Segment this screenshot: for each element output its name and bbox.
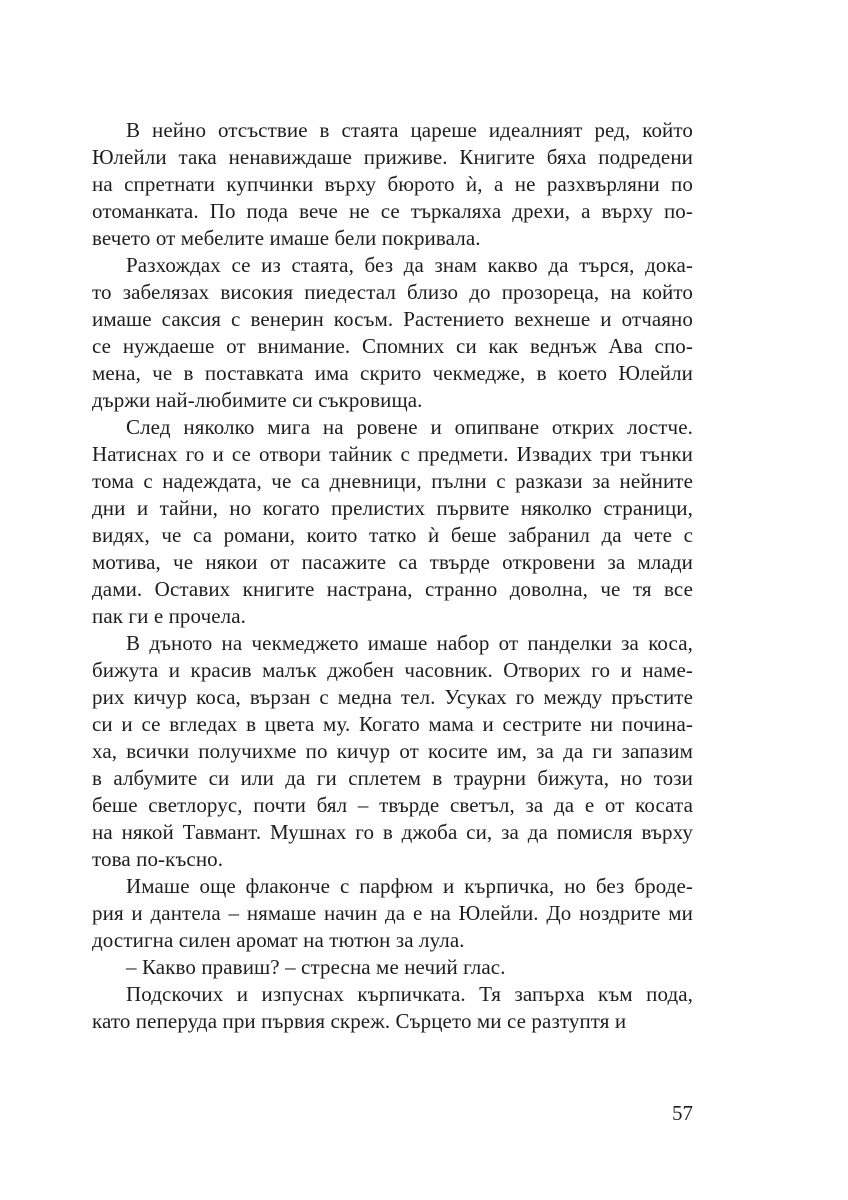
text-line: на спретнати купчинки върху бюрото ѝ, а не разхвърляни по bbox=[92, 172, 693, 196]
text-line: ха, всички получихме по кичур от косите им, за да ги запазим bbox=[92, 739, 693, 763]
text-line: Натиснах го и се отвори тайник с предмети. Извадих три тънки bbox=[92, 442, 693, 466]
paragraph bbox=[92, 954, 693, 981]
text-line: като пеперуда при първия скреж. Сърцето ми се разтуптя и bbox=[92, 1009, 627, 1033]
text-line: След няколко мига на ровене и опипване открих лостче. bbox=[126, 415, 693, 439]
text-line: достигна силен аромат на тютюн за лула. bbox=[92, 928, 465, 952]
paragraph bbox=[92, 873, 693, 954]
text-line: отоманката. По пода вече не се търкаляха дрехи, а върху по- bbox=[92, 199, 693, 223]
paragraph bbox=[92, 414, 693, 630]
text-line: държи най-любимите си съкровища. bbox=[92, 388, 423, 412]
text-line: това по-късно. bbox=[92, 847, 224, 871]
text-line: бижута и красив малък джобен часовник. Отворих го и наме- bbox=[92, 658, 693, 682]
text-line: тома с надеждата, че са дневници, пълни с разкази за нейните bbox=[92, 469, 693, 493]
text-line: рия и дантела – нямаше начин да е на Юлейли. До ноздрите ми bbox=[92, 901, 693, 925]
paragraph bbox=[92, 981, 693, 1035]
paragraph bbox=[92, 630, 693, 873]
paragraph bbox=[92, 117, 693, 252]
text-line: дами. Оставих книгите настрана, странно доволна, че тя все bbox=[92, 577, 693, 601]
text-line: – Какво правиш? – стресна ме нечий глас. bbox=[126, 955, 506, 979]
text-line: то забелязах високия пиедестал близо до прозореца, на който bbox=[92, 280, 693, 304]
text-line: рих кичур коса, вързан с медна тел. Усуках го между пръстите bbox=[92, 685, 693, 709]
text-block bbox=[92, 117, 693, 1035]
text-line: се нуждаеше от внимание. Спомних си как веднъж Ава спо- bbox=[92, 334, 693, 358]
text-line: Разхождах се из стаята, без да знам какво да търся, дока- bbox=[126, 253, 693, 277]
text-line: мотива, че някои от пасажите са твърде откровени за млади bbox=[92, 550, 693, 574]
text-line: беше светлорус, почти бял – твърде светъл, за да е от косата bbox=[92, 793, 693, 817]
text-line: на някой Тавмант. Мушнах го в джоба си, за да помисля върху bbox=[92, 820, 693, 844]
paragraph bbox=[92, 252, 693, 414]
text-line: дни и тайни, но когато прелистих първите няколко страници, bbox=[92, 496, 693, 520]
text-line: пак ги е прочела. bbox=[92, 604, 247, 628]
text-line: В дъното на чекмеджето имаше набор от панделки за коса, bbox=[126, 631, 693, 655]
text-line: видях, че са романи, които татко ѝ беше забранил да чете с bbox=[92, 523, 693, 547]
text-line: Подскочих и изпуснах кърпичката. Тя запърха към пода, bbox=[126, 982, 693, 1006]
text-line: имаше саксия с венерин косъм. Растението вехнеше и отчаяно bbox=[92, 307, 693, 331]
text-line: В нейно отсъствие в стаята цареше идеалният ред, който bbox=[126, 118, 693, 142]
text-line: си и се вгледах в цвета му. Когато мама и сестрите ни почина- bbox=[92, 712, 693, 736]
text-line: вечето от мебелите имаше бели покривала. bbox=[92, 226, 481, 250]
text-line: в албумите си или да ги сплетем в траурни бижута, но този bbox=[92, 766, 693, 790]
page-number: 57 bbox=[672, 1101, 693, 1125]
text-line: Юлейли така ненавиждаше приживе. Книгите бяха подредени bbox=[92, 145, 693, 169]
text-line: Имаше още флаконче с парфюм и кърпичка, но без броде- bbox=[126, 874, 693, 898]
text-line: мена, че в поставката има скрито чекмедже, в което Юлейли bbox=[92, 361, 693, 385]
